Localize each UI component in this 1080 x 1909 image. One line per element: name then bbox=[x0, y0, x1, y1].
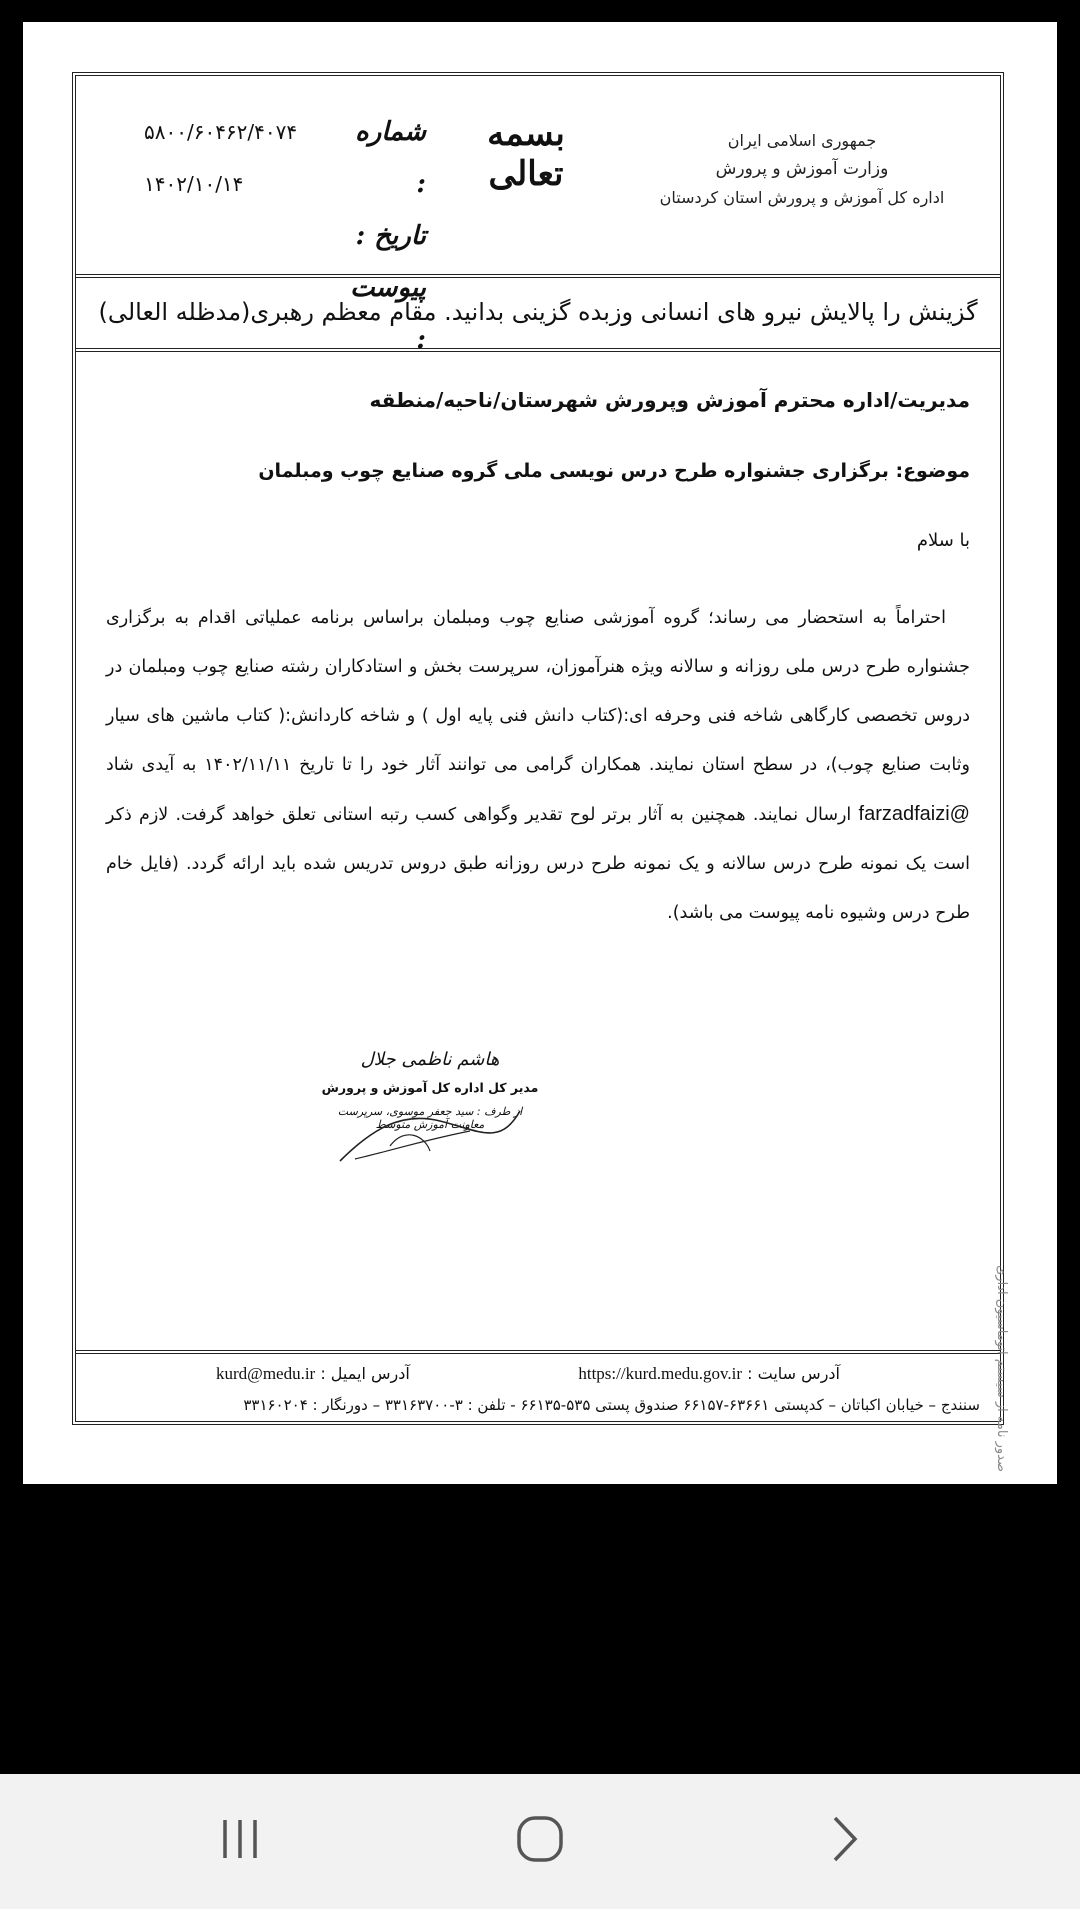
signatory-title: مدیر کل اداره کل آموزش و پرورش bbox=[321, 1080, 539, 1095]
signature-block bbox=[320, 1031, 540, 1171]
slogan-line: گزینش را پالایش نیرو های انسانی وزبده گزینی بدانید. مقام معظم رهبری(مدظله العالی) bbox=[98, 298, 978, 326]
android-navigation-bar bbox=[0, 1774, 1080, 1909]
subject-line: موضوع: برگزاری جشنواره طرح درس نویسی ملی گروه صنایع چوب ومبلمان bbox=[258, 460, 970, 482]
automation-side-note: صدور نامه از سیستم اتوماسیون اداری bbox=[994, 1265, 1009, 1472]
footer-address: سنندج – خیابان اکباتان – کدپستی ۶۳۶۶۱-۶۶۱۵۷ صندوق پستی ۵۳۵-۶۶۱۳۵ - تلفن : ۳-۳۳۱۶۳۷۰۰ – دورنگار : ۳۳۱۶۰۲۰۴ bbox=[243, 1396, 980, 1414]
site-info bbox=[578, 1364, 840, 1384]
ministry-name: وزارت آموزش و پرورش bbox=[715, 159, 889, 179]
body-paragraph bbox=[106, 594, 970, 938]
organization-block bbox=[642, 131, 962, 216]
email-info bbox=[216, 1364, 410, 1384]
letter-frame bbox=[72, 72, 1004, 1425]
back-icon bbox=[823, 1814, 863, 1864]
signatory-on-behalf: از طرف : سید جعفر موسوی، سرپرست معاونت آموزش متوسط bbox=[337, 1105, 523, 1131]
body-text-part1: احتراماً به استحضار می رساند؛ گروه آموزشی صنایع چوب ومبلمان براساس برنامه عملیاتی اقدام به برگزاری جشنواره طرح درس ملی روزانه و سالانه ویژه هنرآموزان، سرپرست بخش و استادکاران رشته صنایع چوب ومبلمان در دروس تخصصی کارگاهی شاخه فنی وحرفه ای:(کتاب دانش فنی پایه اول ) و شاخه کاردانش:( کتاب ماشین های سیار وثابت صنایع چوب)، در سطح استان نمایند. همکاران گرامی می توانند آثار خود را تا تاریخ ۱۴۰۲/۱۱/۱۱ به آیدی شاد bbox=[106, 608, 970, 775]
department-name: اداره کل آموزش و پرورش استان کردستان bbox=[659, 188, 945, 207]
document-page bbox=[23, 22, 1057, 1484]
body-text-part2: ارسال نمایند. همچنین به آثار برتر لوح تقدیر وگواهی کسب رتبه استانی تعلق خواهد گرفت. لازم ذکر است یک نمونه طرح درس سالانه و یک نمونه طرح درس روزانه طبق دروس تدریس شده باید ارائه گردد. (فایل خام طرح درس وشیوه نامه پیوست می باشد). bbox=[106, 805, 970, 923]
home-button[interactable] bbox=[505, 1804, 575, 1874]
footer bbox=[76, 1356, 1000, 1422]
slogan-divider bbox=[76, 348, 1000, 352]
recent-apps-icon bbox=[217, 1816, 263, 1862]
recent-apps-button[interactable] bbox=[205, 1804, 275, 1874]
meta-values bbox=[144, 106, 334, 210]
footer-divider bbox=[76, 1350, 1000, 1354]
letter-date: ۱۴۰۲/۱۰/۱۴ bbox=[144, 172, 244, 196]
signatory-name: هاشم ناظمی جلال bbox=[360, 1049, 500, 1070]
letter-number: ۵۸۰۰/۶۰۴۶۲/۴۰۷۴ bbox=[144, 120, 298, 144]
country-name: جمهوری اسلامی ایران bbox=[727, 131, 877, 150]
site-label: آدرس سایت : bbox=[747, 1364, 840, 1383]
attachment-label: پیوست : bbox=[350, 273, 426, 355]
footer-contact-row bbox=[216, 1364, 840, 1384]
home-icon bbox=[515, 1814, 565, 1864]
recipient-line: مدیریت/اداره محترم آموزش وپرورش شهرستان/ناحیه/منطقه bbox=[369, 388, 970, 412]
shad-handle: @farzadfaizi bbox=[858, 803, 970, 825]
back-button[interactable] bbox=[808, 1804, 878, 1874]
bismillah-heading: بسمه تعالی bbox=[487, 114, 565, 194]
number-label: شماره : bbox=[355, 117, 426, 199]
greeting: با سلام bbox=[916, 530, 970, 551]
date-label: تاریخ : bbox=[355, 221, 426, 251]
email-label: آدرس ایمیل : bbox=[320, 1364, 410, 1383]
handwritten-signature bbox=[330, 1091, 530, 1171]
site-url[interactable]: https://kurd.medu.gov.ir bbox=[578, 1364, 743, 1383]
email-address[interactable]: kurd@medu.ir bbox=[216, 1364, 316, 1383]
